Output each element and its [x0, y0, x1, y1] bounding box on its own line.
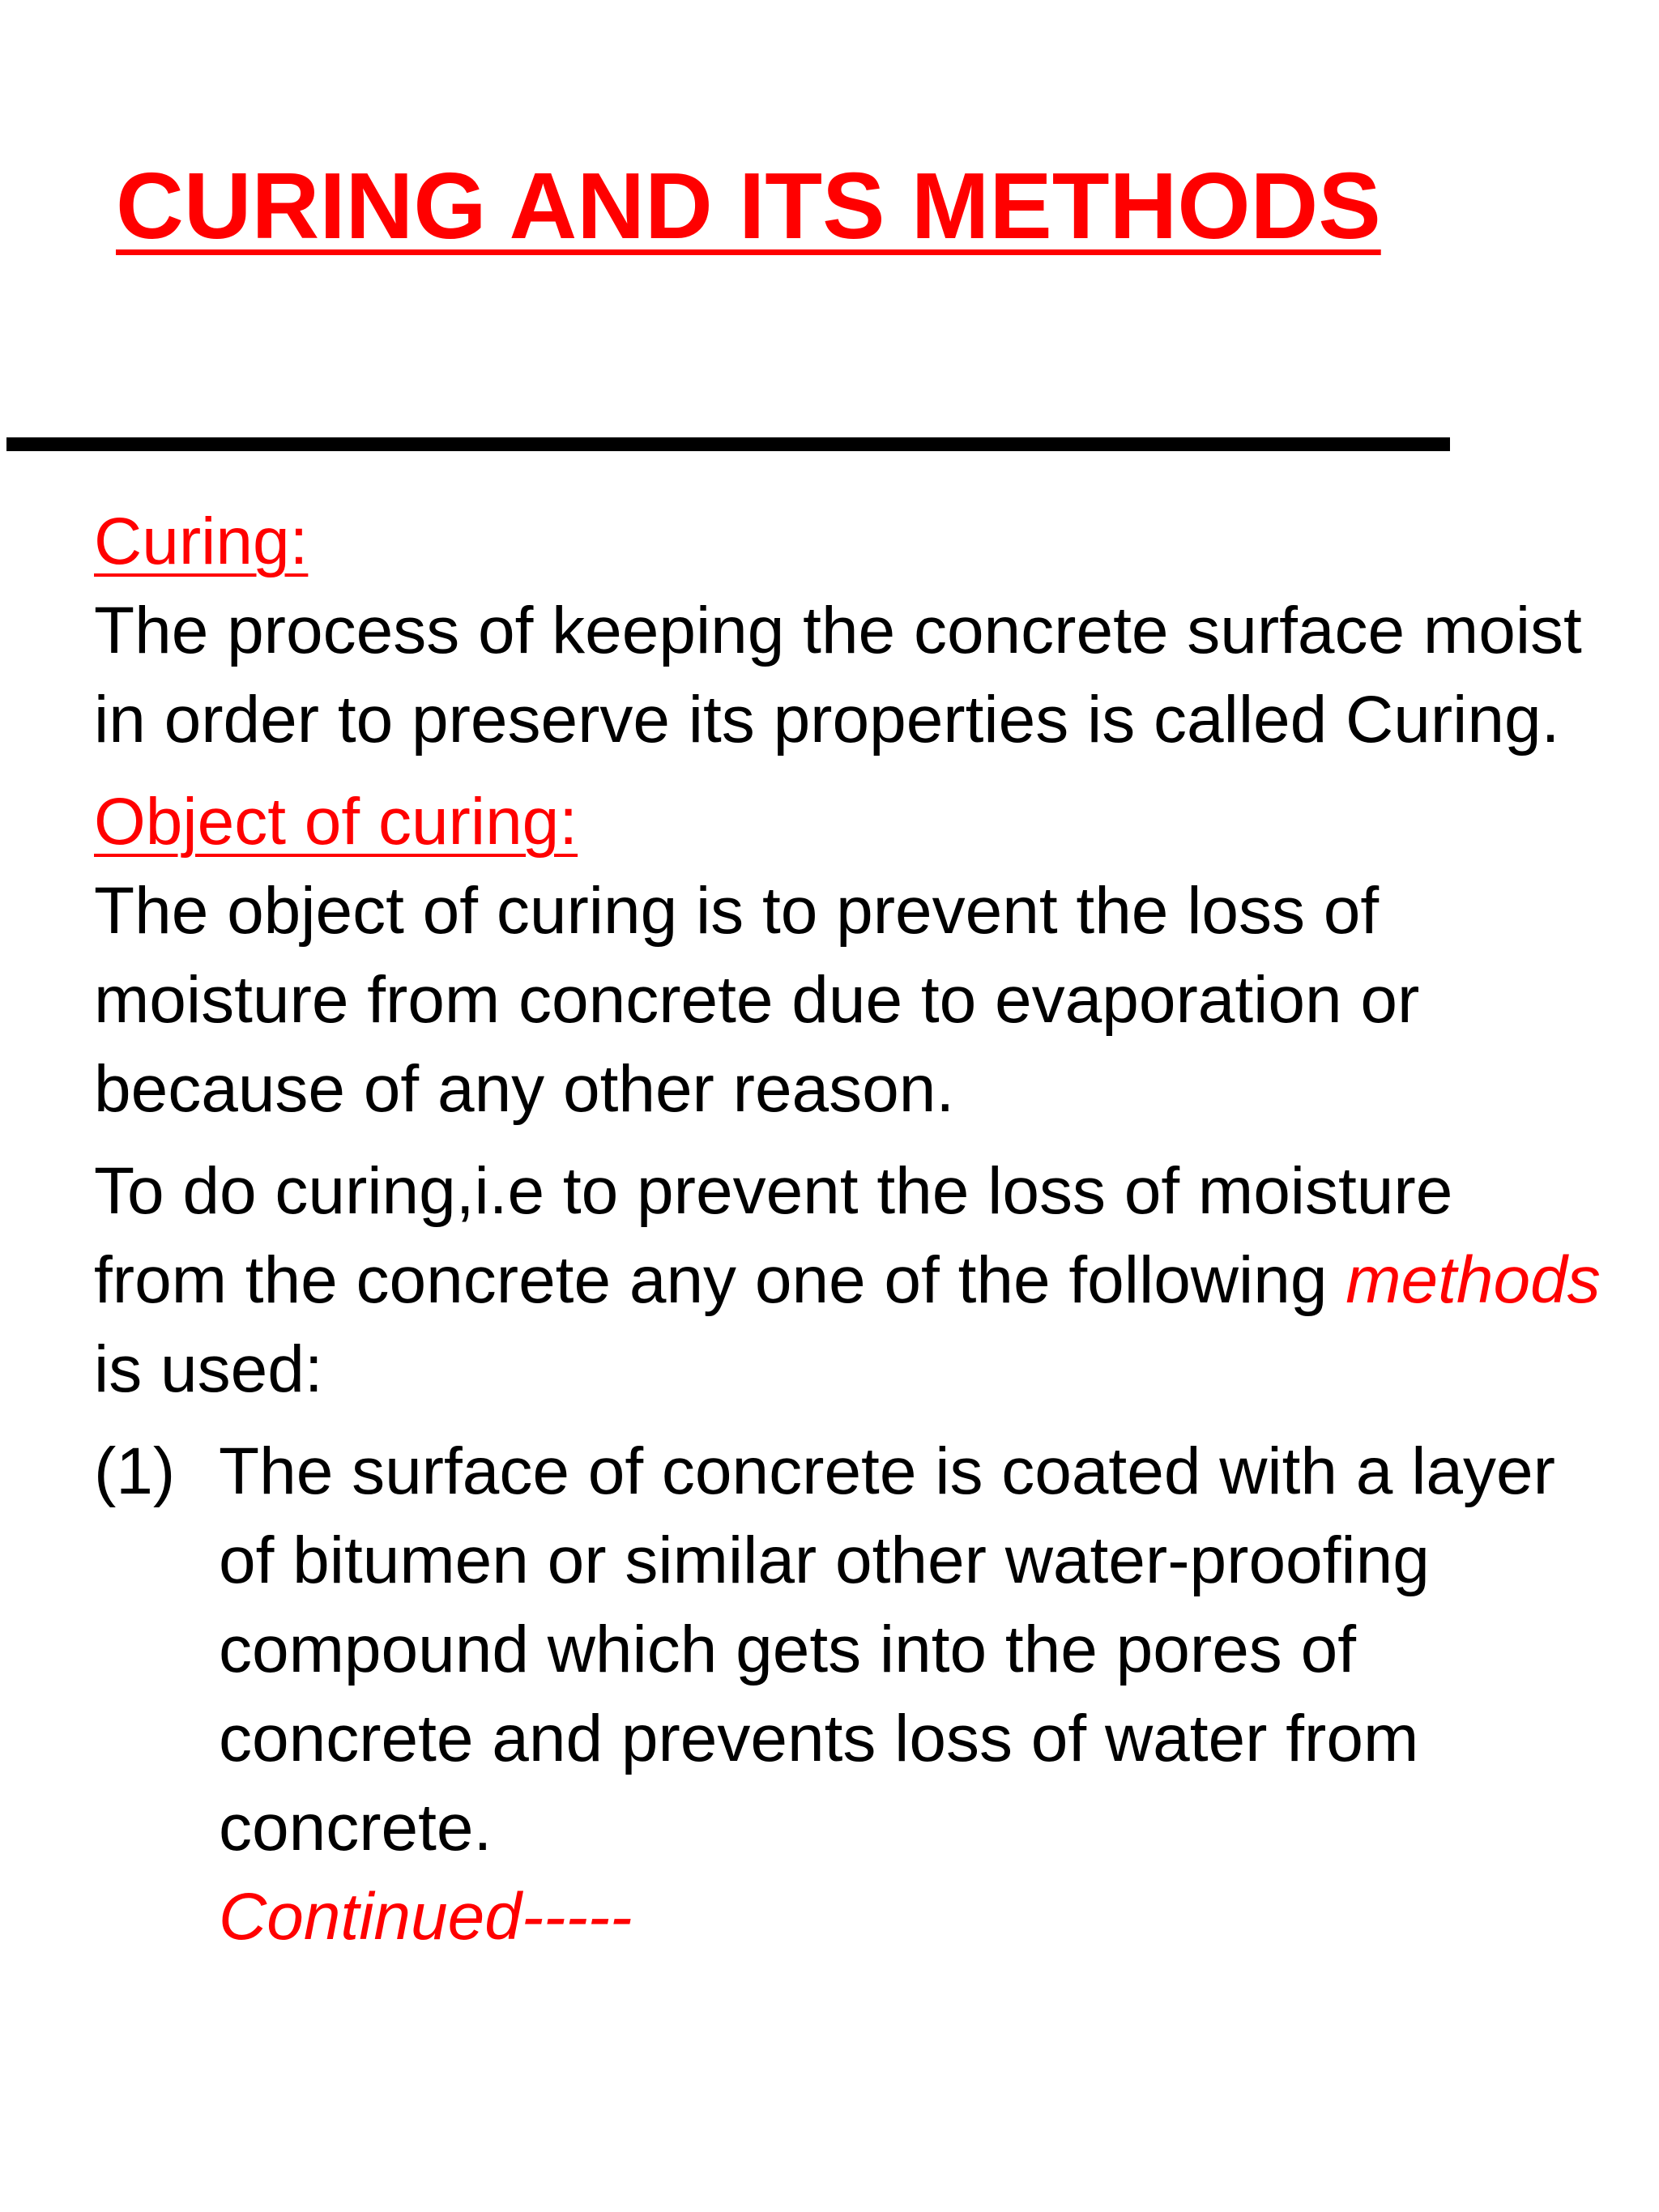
list-item-number: (1) — [94, 1434, 176, 1508]
slide-content — [94, 497, 1601, 1962]
continued-note: Continued----- — [219, 1880, 633, 1954]
page-title: CURING AND ITS METHODS — [116, 153, 1381, 258]
methods-intro-after: is used: — [94, 1332, 323, 1406]
methods-emphasis: methods — [1346, 1243, 1601, 1317]
heading-curing: Curing: — [94, 505, 309, 578]
heading-object-of-curing: Object of curing: — [94, 785, 578, 859]
methods-intro-before: To do curing,i.e to prevent the loss of moisture from the concrete any one of the following — [94, 1154, 1453, 1317]
list-item — [94, 1427, 1601, 1962]
horizontal-divider — [6, 437, 1450, 451]
curing-definition: The process of keeping the concrete surface moist in order to preserve its properties is called Curing. — [94, 594, 1582, 757]
list-item-text: The surface of concrete is coated with a layer of bitumen or similar other water-proofing compound which gets into the pores of concrete and prevents loss of water from concrete. — [219, 1434, 1555, 1865]
object-of-curing-text: The object of curing is to prevent the loss of moisture from concrete due to evaporation or because of any other reason. — [94, 874, 1420, 1126]
list-item-body — [219, 1427, 1601, 1962]
methods-intro — [94, 1147, 1601, 1414]
